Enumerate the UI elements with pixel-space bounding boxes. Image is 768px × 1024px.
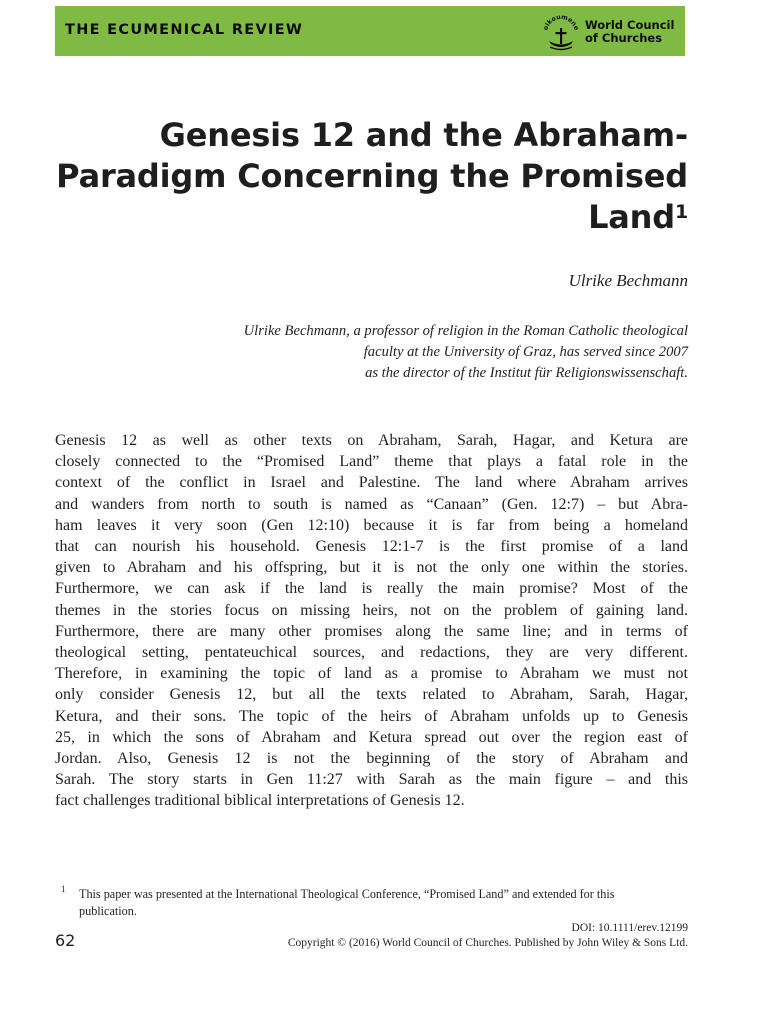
author-name: Ulrike Bechmann: [568, 271, 688, 290]
body-line: Ketura, and their sons. The topic of the heirs of Abraham unfolds up to Genesis: [55, 707, 688, 725]
bio-line: faculty at the University of Graz, has served since 2007: [363, 344, 688, 360]
body-line: given to Abraham and his offspring, but it is not the only one within the stories.: [55, 559, 688, 577]
body-line: 25, in which the sons of Abraham and Ketura spread out over the region east of: [55, 728, 688, 746]
journal-name: THE ECUMENICAL REVIEW: [65, 22, 304, 38]
wcc-name-line1: World Council: [585, 18, 675, 32]
body-line: ham leaves it very soon (Gen 12:10) because it is far from being a homeland: [55, 516, 688, 534]
footnote-line: This paper was presented at the International Theological Conference, “Promised Land” and extended for this: [79, 887, 615, 901]
title-line-1: Genesis 12 and the Abraham-: [159, 116, 688, 154]
article-title: [48, 115, 688, 238]
body-line: and wanders from north to south is named as “Canaan” (Gen. 12:7) – but Abra-: [55, 495, 688, 513]
page-number: 62: [55, 931, 76, 950]
wcc-name-line2: of Churches: [585, 31, 663, 45]
bio-line: as the director of the Institut für Religionswissenschaft.: [365, 365, 688, 381]
author-bio: [168, 321, 688, 384]
body-line: that can nourish his household. Genesis 12:1-7 is the first promise of a land: [55, 538, 688, 556]
body-line: closely connected to the “Promised Land” theme that plays a fatal role in the: [55, 453, 688, 471]
wcc-name: [585, 19, 674, 45]
wcc-logo: [541, 11, 681, 53]
body-line: Sarah. The story starts in Gen 11:27 with Sarah as the main figure – and this: [55, 771, 688, 789]
body-line: themes in the stories focus on missing heirs, not on the problem of gaining land.: [55, 601, 688, 619]
bio-line: Ulrike Bechmann, a professor of religion in the Roman Catholic theological: [243, 323, 688, 339]
wcc-emblem-text: oikoumene: [542, 13, 580, 32]
title-line-3: Land: [588, 198, 675, 236]
body-line: theological setting, pentateuchical sources, and redactions, they are very different.: [55, 644, 688, 662]
body-line: Furthermore, there are many other promises along the same line; and in terms of: [55, 622, 688, 640]
body-line: only consider Genesis 12, but all the texts related to Abraham, Sarah, Hagar,: [55, 686, 688, 704]
title-line-2: Paradigm Concerning the Promised: [56, 157, 688, 195]
journal-header-bar: [55, 6, 685, 56]
title-footnote-marker: 1: [674, 201, 688, 223]
footnote-text: [79, 886, 689, 919]
body-line: Jordan. Also, Genesis 12 is not the beginning of the story of Abraham and: [55, 750, 688, 768]
oikoumene-boat-cross-icon: [541, 11, 581, 53]
copyright-text: Copyright © (2016) World Council of Churches. Published by John Wiley & Sons Ltd.: [287, 937, 688, 949]
body-line: Therefore, in examining the topic of land as a promise to Abraham we must not: [55, 665, 688, 683]
body-line: Genesis 12 as well as other texts on Abraham, Sarah, Hagar, and Ketura are: [55, 432, 688, 449]
body-line: fact challenges traditional biblical interpretations of Genesis 12.: [55, 792, 465, 810]
footnote-line: publication.: [79, 903, 137, 918]
article-body-paragraph: [55, 430, 688, 812]
doi-text: DOI: 10.1111/erev.12199: [571, 922, 688, 934]
body-line: Furthermore, we can ask if the land is really the main promise? Most of the: [55, 580, 688, 598]
footnote-marker: 1: [61, 884, 66, 894]
body-line: context of the conflict in Israel and Palestine. The land where Abraham arrives: [55, 474, 688, 492]
